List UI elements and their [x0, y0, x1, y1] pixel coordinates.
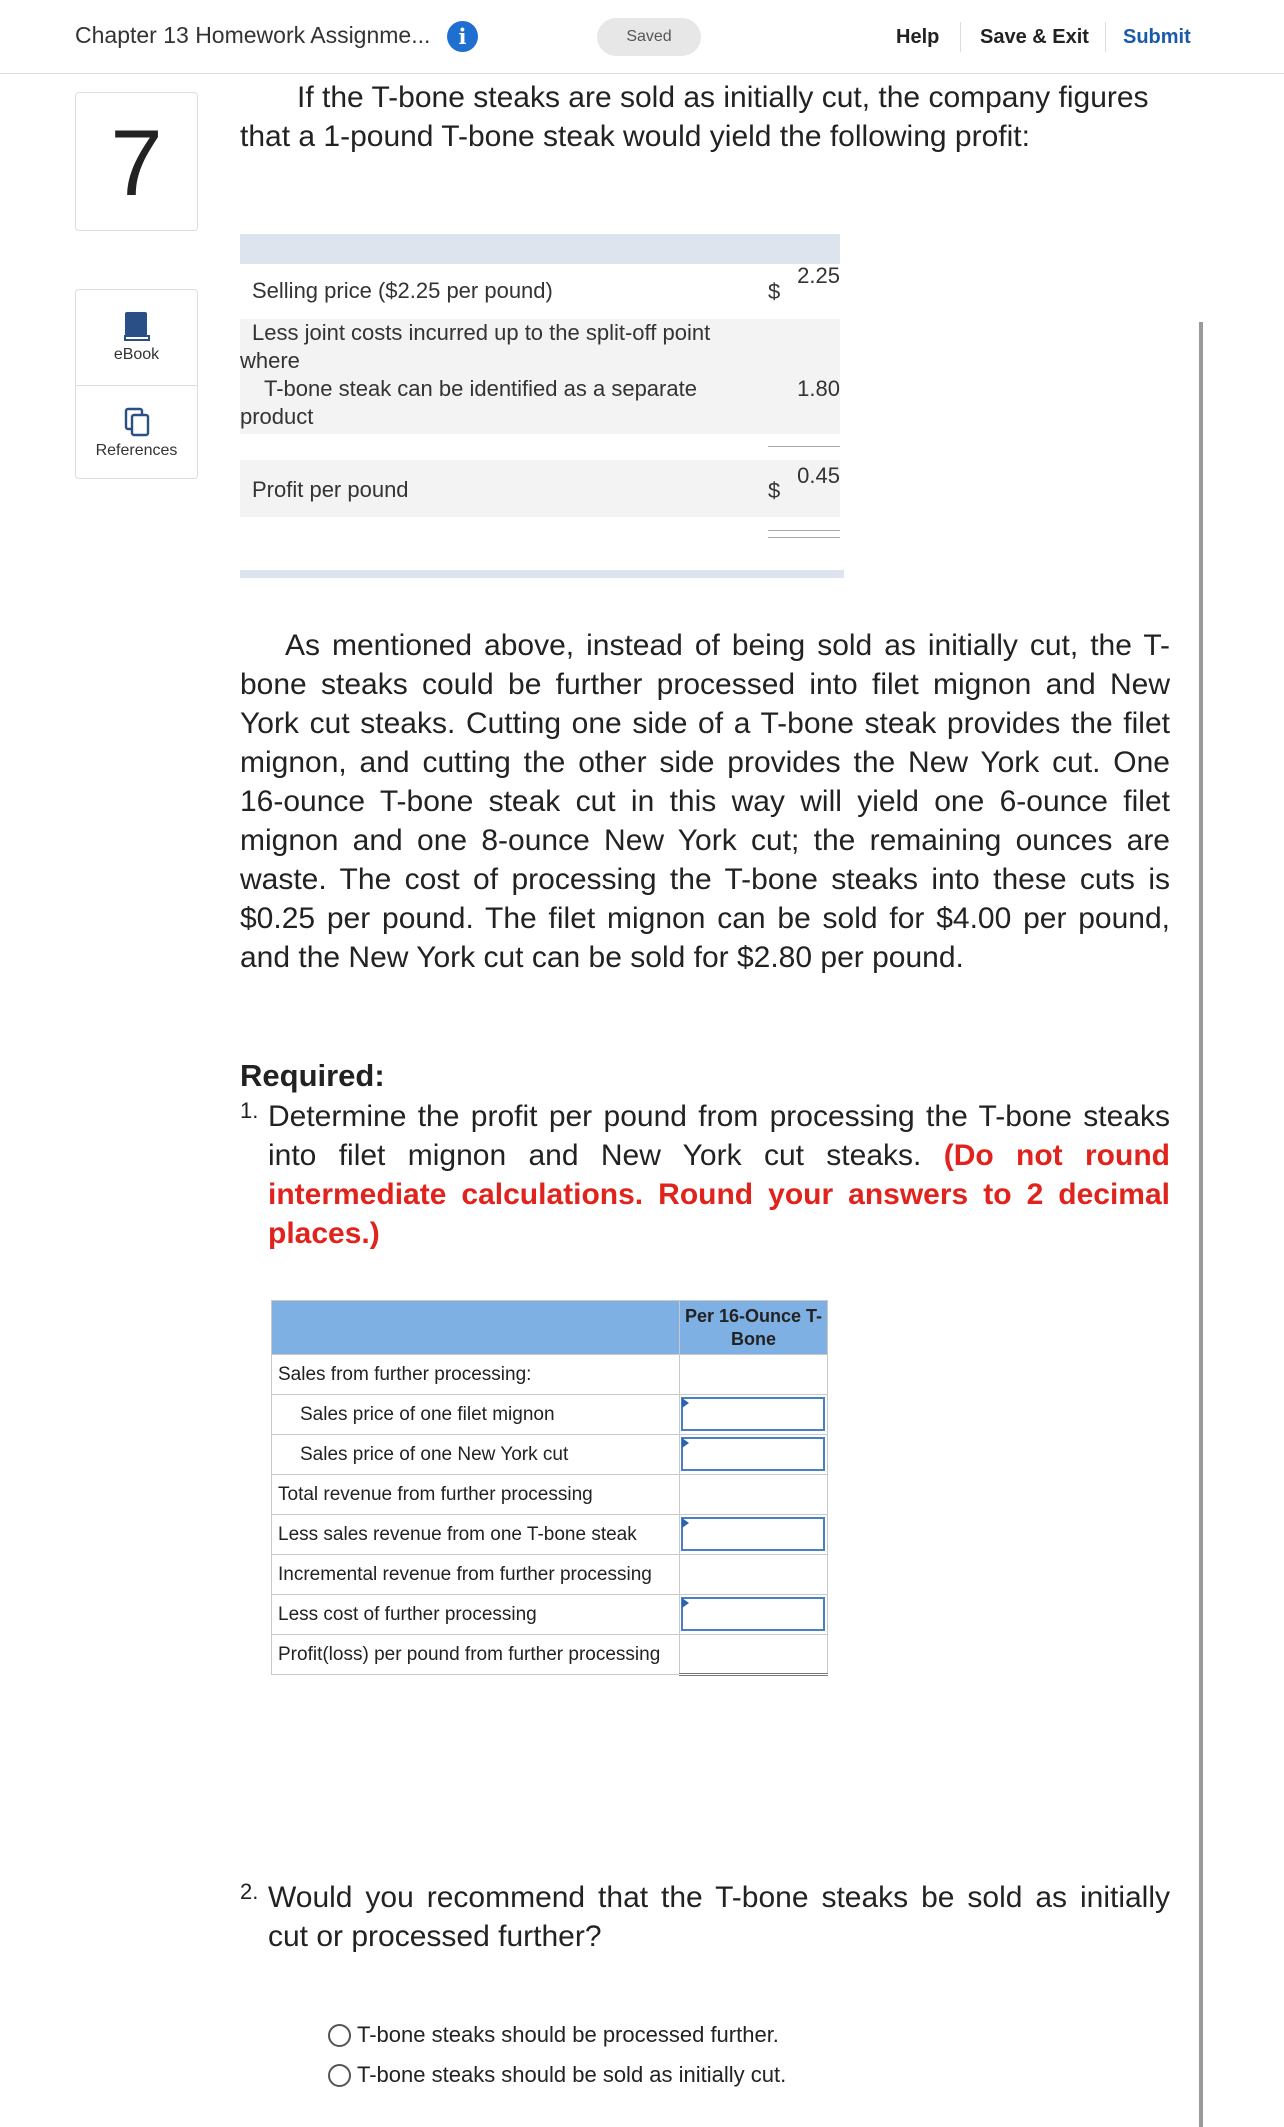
subtotal-rule: [768, 446, 840, 447]
scrollbar[interactable]: [1199, 322, 1203, 2127]
row-value: [680, 1555, 828, 1595]
references-icon: [123, 406, 151, 438]
profit-label: Profit per pound: [252, 477, 409, 502]
table-row: [272, 1435, 828, 1475]
table-row: [272, 1635, 828, 1675]
row-label: Less cost of further processing: [272, 1595, 680, 1635]
row-value: [680, 1595, 828, 1635]
new-york-cut-input[interactable]: [681, 1437, 825, 1471]
row-value: [680, 1395, 828, 1435]
rounding-instruction: (Do not round intermediate calculations. Round your answers to 2 decimal places.): [268, 1139, 1170, 1250]
radio-button[interactable]: [328, 2024, 351, 2047]
processing-cost-input[interactable]: [681, 1597, 825, 1631]
table-row: [272, 1555, 828, 1595]
selling-price-label: Selling price ($2.25 per pound): [252, 278, 553, 303]
question-number: 7: [75, 92, 198, 231]
table-row: [272, 1475, 828, 1515]
label-column-header: [272, 1301, 680, 1355]
profit-value: 0.45: [797, 463, 840, 488]
row-label: Sales price of one New York cut: [272, 1435, 680, 1475]
ebook-icon: [123, 310, 151, 342]
question-1-number: 1.: [240, 1098, 259, 1123]
filet-mignon-input[interactable]: [681, 1397, 825, 1431]
intro-text: If the T-bone steaks are sold as initially cut, the company figures that a 1-pound T-bone steak would yield the following profit:: [240, 81, 1149, 153]
double-rule: [768, 537, 840, 538]
option-process-further[interactable]: [328, 2022, 779, 2048]
question-2-text: Would you recommend that the T-bone steaks be sold as initially cut or processed further?: [268, 1881, 1170, 1953]
double-rule: [768, 530, 840, 531]
problem-text: As mentioned above, instead of being sold as initially cut, the T-bone steaks could be further processed into filet mignon and New York cut steaks. Cutting one side of a T-bone steak provides the filet mignon, and cutting the other side provides the New York cut. One 16-ounce T-bone steak cut in this way will yield one 6-ounce filet mignon and one 8-ounce New York cut; the remaining ounces are waste. The cost of processing the T-bone steaks into these cuts is $0.25 per pound. The filet mignon can be sold for $4.00 per pound, and the New York cut can be sold for $2.80 per pound.: [240, 629, 1170, 974]
table-footer-band: [240, 570, 844, 578]
question-1-prompt: Determine the profit per pound from processing the T-bone steaks into filet mignon and New York cut steaks.: [268, 1100, 1170, 1172]
selling-price-value: 2.25: [797, 263, 840, 288]
question-2: [240, 1878, 1170, 1956]
saved-status-badge: Saved: [597, 18, 701, 56]
table-row: [272, 1355, 828, 1395]
row-value: [680, 1475, 828, 1515]
t-bone-revenue-input[interactable]: [681, 1517, 825, 1551]
radio-button[interactable]: [328, 2064, 351, 2087]
save-exit-button[interactable]: Save & Exit: [980, 26, 1089, 48]
option-sell-as-cut[interactable]: [328, 2062, 786, 2088]
joint-cost-value: 1.80: [797, 376, 840, 401]
submit-button[interactable]: Submit: [1123, 26, 1191, 48]
question-tools: [75, 289, 198, 479]
intro-paragraph: [240, 78, 1170, 156]
row-value: [680, 1435, 828, 1475]
answer-table: [271, 1300, 828, 1676]
row-label: Total revenue from further processing: [272, 1475, 680, 1515]
assignment-title: Chapter 13 Homework Assignme...: [75, 22, 431, 48]
table-row: [272, 1395, 828, 1435]
info-icon[interactable]: i: [447, 21, 478, 52]
header-divider: [960, 22, 961, 52]
row-value: [680, 1515, 828, 1555]
answer-table-header: [272, 1301, 828, 1355]
table-header-band: [240, 234, 840, 264]
ebook-label: eBook: [113, 346, 160, 363]
header-divider: [1105, 22, 1106, 52]
selling-price-dollar: $: [768, 279, 781, 304]
row-label: Profit(loss) per pound from further processing: [272, 1635, 680, 1675]
ebook-button[interactable]: [76, 290, 197, 385]
joint-cost-label: where: [240, 348, 300, 373]
row-label: Sales from further processing:: [272, 1355, 680, 1395]
references-label: References: [95, 442, 178, 459]
joint-cost-label: Less joint costs incurred up to the split-off point: [252, 320, 711, 345]
question-1-text: [268, 1097, 1170, 1253]
question-2-number: 2.: [240, 1879, 259, 1904]
option-label: T-bone steaks should be processed further.: [357, 2022, 779, 2047]
row-label: Incremental revenue from further processing: [272, 1555, 680, 1595]
references-button[interactable]: [76, 385, 197, 480]
row-value: [680, 1635, 828, 1675]
row-label: Sales price of one filet mignon: [272, 1395, 680, 1435]
row-label: Less sales revenue from one T-bone steak: [272, 1515, 680, 1555]
joint-cost-label: product: [240, 404, 314, 429]
question-1: [240, 1097, 1170, 1253]
required-heading: Required:: [240, 1058, 385, 1093]
joint-cost-label: T-bone steak can be identified as a separate: [264, 376, 697, 401]
value-column-header: Per 16-Ounce T-Bone: [680, 1301, 828, 1355]
help-button[interactable]: Help: [896, 26, 940, 48]
problem-paragraph: [240, 626, 1170, 977]
row-value: [680, 1355, 828, 1395]
table-row: [272, 1595, 828, 1635]
option-label: T-bone steaks should be sold as initially cut.: [357, 2062, 787, 2087]
table-row: [272, 1515, 828, 1555]
profit-dollar: $: [768, 478, 781, 503]
top-bar: [0, 0, 1284, 74]
